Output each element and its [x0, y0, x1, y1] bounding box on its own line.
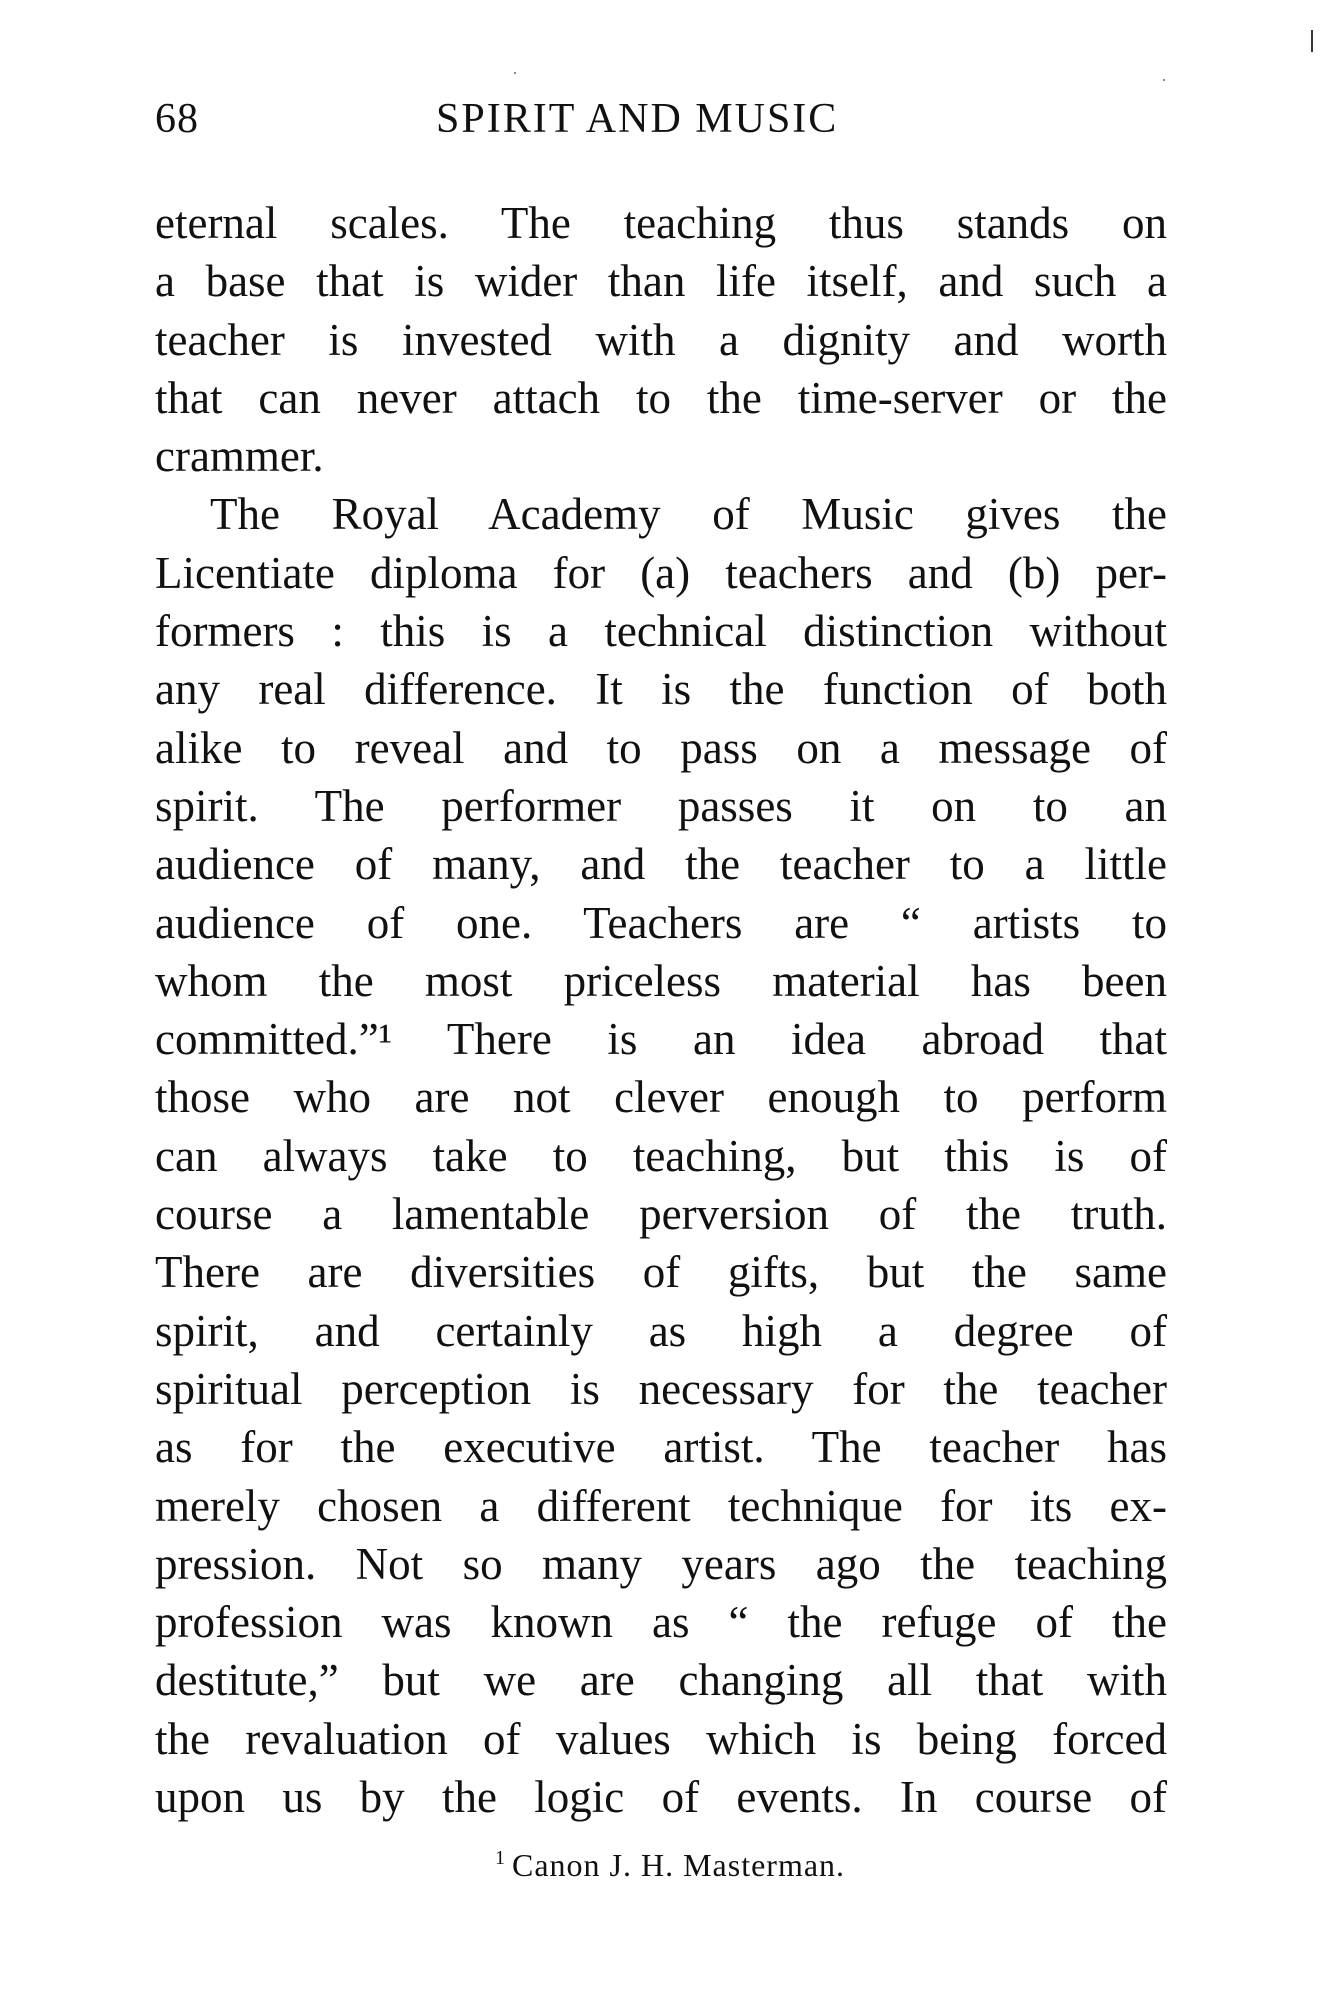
body-text: [155, 194, 1167, 1826]
scan-speck: [514, 72, 516, 74]
text-line: profession was known as “ the refuge of the: [155, 1597, 1167, 1648]
text-line: Licentiate diploma for (a) teachers and (b) per-: [155, 547, 1167, 598]
text-line: eternal scales. The teaching thus stands on: [155, 198, 1167, 248]
text-line: spirit. The performer passes it on to an: [155, 780, 1167, 831]
text-line-with-footnote-ref: committed.”¹ There is an idea abroad that: [155, 1014, 1167, 1065]
footnote-text: Canon J. H. Masterman.: [511, 1847, 846, 1883]
text-line: can always take to teaching, but this is of: [155, 1130, 1167, 1181]
scan-edge-mark: [1311, 30, 1313, 52]
page-number: 68: [155, 96, 199, 142]
text-line: course a lamentable perversion of the truth.: [155, 1189, 1167, 1240]
text-line: There are diversities of gifts, but the same: [155, 1247, 1167, 1298]
text-line: upon us by the logic of events. In course of: [155, 1772, 1167, 1823]
paragraph-start-line: The Royal Academy of Music gives the: [210, 489, 1167, 540]
text-line: pression. Not so many years ago the teaching: [155, 1538, 1167, 1589]
text-line: alike to reveal and to pass on a message of: [155, 722, 1167, 773]
text-line: any real difference. It is the function of both: [155, 664, 1167, 715]
text-line: a base that is wider than life itself, and such a: [155, 256, 1167, 307]
text-line: spirit, and certainly as high a degree of: [155, 1305, 1167, 1356]
footnote-marker: 1: [494, 1847, 506, 1869]
text-line: that can never attach to the time-server or the: [155, 372, 1167, 423]
text-line: audience of many, and the teacher to a little: [155, 839, 1167, 890]
text-line: spiritual perception is necessary for the teacher: [155, 1363, 1167, 1414]
text-line: the revaluation of values which is being forced: [155, 1713, 1167, 1764]
text-line: whom the most priceless material has been: [155, 955, 1167, 1006]
text-line: as for the executive artist. The teacher has: [155, 1422, 1167, 1473]
text-line: crammer.: [155, 431, 324, 482]
text-line: merely chosen a different technique for its ex-: [155, 1480, 1167, 1531]
text-line: formers : this is a technical distinction without: [155, 606, 1167, 657]
running-title: SPIRIT AND MUSIC: [436, 96, 839, 142]
scan-speck: [1163, 79, 1165, 81]
text-line: audience of one. Teachers are “ artists to: [155, 897, 1167, 948]
footnote: [0, 1838, 1320, 1885]
text-line: those who are not clever enough to perform: [155, 1072, 1167, 1123]
text-line: teacher is invested with a dignity and worth: [155, 314, 1167, 365]
text-line: destitute,” but we are changing all that with: [155, 1655, 1167, 1706]
